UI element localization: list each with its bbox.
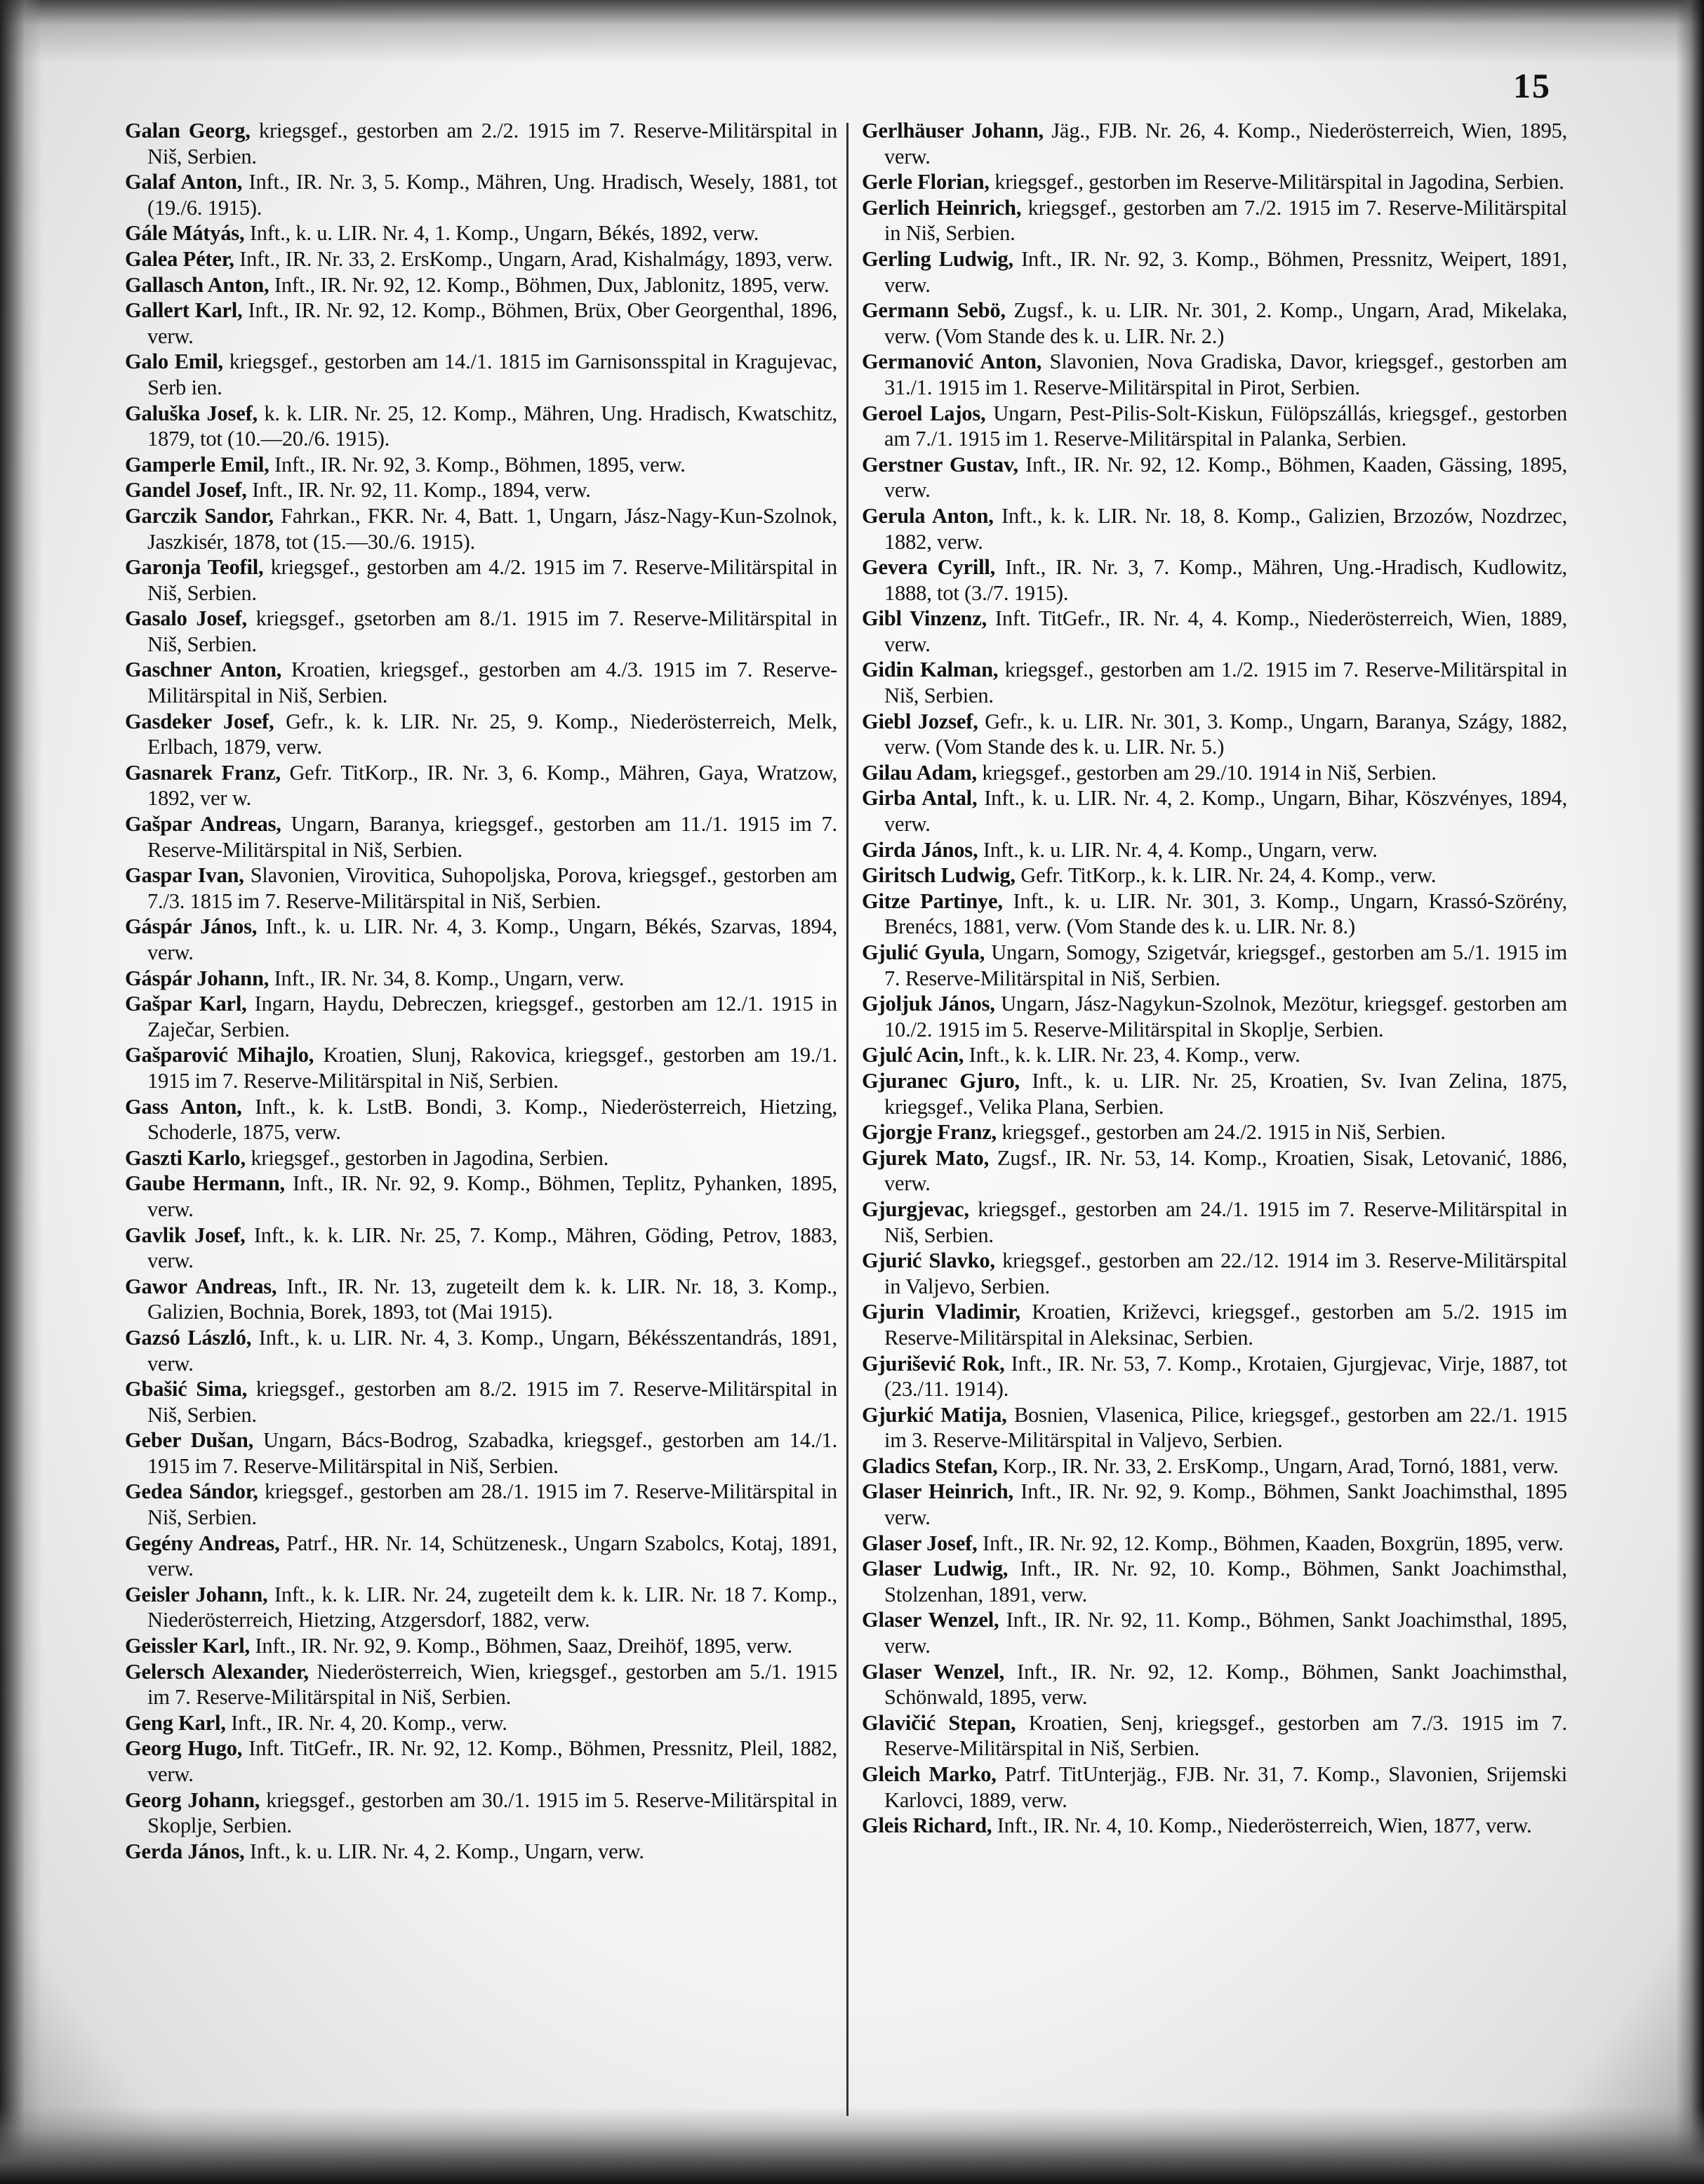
entry-name: Georg Johann, [125,1787,260,1812]
register-entry [862,1068,1567,1119]
page-shadow-right [1676,0,1704,2184]
entry-name: Gass Anton, [125,1094,242,1119]
entry-details: kriegsgef., gestorben am 8./2. 1915 im 7. Reserve-Militärspital in Niš, Serbien. [147,1377,837,1427]
entry-name: Galuška Josef, [125,401,258,425]
entry-details: Inft., k. u. LIR. Nr. 4, 3. Komp., Ungarn, Békés, Szarvas, 1894, verw. [147,914,837,964]
entry-details: Inft., IR. Nr. 92, 12. Komp., Böhmen, Sankt Joachimsthal, Schönwald, 1895, verw. [884,1659,1567,1710]
register-entry [862,195,1567,246]
entry-name: Glavičić Stepan, [862,1710,1016,1735]
entry-name: Gjurin Vladimir, [862,1300,1020,1324]
entry-details: Inft., k. k. LIR. Nr. 24, zugeteilt dem k. k. LIR. Nr. 18 7. Komp., Niederösterreich, Hietzing, Atzgersdorf, 1882, verw. [147,1582,837,1632]
entry-name: Giritsch Ludwig, [862,863,1016,888]
entry-name: Gegény Andreas, [125,1531,280,1555]
register-entry [125,991,837,1042]
entry-name: Gasdeker Josef, [125,709,274,733]
entry-details: Inft., IR. Nr. 92, 3. Komp., Böhmen, Pressnitz, Weipert, 1891, verw. [884,246,1567,297]
entry-details: Inft., IR. Nr. 92, 9. Komp., Böhmen, Teplitz, Pyhanken, 1895, verw. [147,1171,837,1221]
register-entry [125,1633,837,1659]
entry-details: Inft., IR. Nr. 92, 12. Komp., Böhmen, Kaaden, Gässing, 1895, verw. [884,452,1567,502]
entry-details: Gefr., k. u. LIR. Nr. 301, 3. Komp., Ungarn, Baranya, Szágy, 1882, verw. (Vom Stande des k. u. LIR. Nr. 5.) [884,709,1567,759]
entry-name: Gaszti Karlo, [125,1145,246,1170]
register-entry [862,503,1567,554]
entry-name: Gále Mátyás, [125,221,245,246]
entry-details: Zugsf., k. u. LIR. Nr. 301, 2. Komp., Ungarn, Arad, Mikelaka, verw. (Vom Stande des k. u. LIR. Nr. 2.) [884,298,1567,348]
entry-name: Glaser Ludwig, [862,1557,1009,1581]
entry-name: Gallert Karl, [125,298,243,323]
entry-details: Inft. TitGefr., IR. Nr. 92, 12. Komp., Böhmen, Pressnitz, Pleil, 1882, verw. [147,1736,837,1786]
entry-details: Inft., k. u. LIR. Nr. 4, 1. Komp., Ungarn, Békés, 1892, verw. [249,221,759,246]
entry-name: Geng Karl, [125,1710,226,1735]
entry-name: Gerstner Gustav, [862,452,1018,477]
entry-name: Gašpar Andreas, [125,812,281,837]
register-entry [125,1582,837,1633]
entry-name: Gidin Kalman, [862,658,999,682]
entry-name: Glaser Heinrich, [862,1479,1013,1504]
register-entry [125,1094,837,1145]
register-entry [862,940,1567,991]
register-entry [125,709,837,760]
entry-details: Ungarn, Jász-Nagykun-Szolnok, Mezötur, kriegsgef. gestorben am 10./2. 1915 im 5. Reserve-Militärspital in Skoplje, Serbien. [884,992,1567,1041]
register-entry [125,606,837,657]
entry-name: Gjuranec Gjuro, [862,1068,1020,1093]
entry-details: Inft., k. k. LIR. Nr. 18, 8. Komp., Galizien, Brzozów, Nozdrzec, 1882, verw. [884,503,1567,554]
right-column [862,118,1567,2146]
entry-details: Slavonien, Virovitica, Suhopoljska, Porova, kriegsgef., gestorben am 7./3. 1815 im 7. Reserve-Militärspital in Niš, Serbien. [147,863,837,913]
register-entry [125,272,837,298]
entry-details: Inft., IR. Nr. 92, 3. Komp., Böhmen, 1895, verw. [274,452,686,477]
entry-details: Jäg., FJB. Nr. 26, 4. Komp., Niederösterreich, Wien, 1895, verw. [884,119,1567,168]
entry-details: Ungarn, Pest-Pilis-Solt-Kiskun, Fülöpszállás, kriegsgef., gestorben am 7./1. 1915 im 1. Reserve-Militärspital in Palanka, Serbien. [884,401,1567,451]
entry-name: Girba Antal, [862,786,978,811]
entry-details: Ingarn, Haydu, Debreczen, kriegsgef., gestorben am 12./1. 1915 in Zaječar, Serbien. [147,992,837,1041]
entry-name: Gamperle Emil, [125,452,269,477]
register-entry [125,1376,837,1427]
register-entry [862,1119,1567,1145]
entry-details: Gefr. TitKorp., k. k. LIR. Nr. 24, 4. Komp., verw. [1020,863,1437,888]
register-entry [125,503,837,554]
register-entry [862,298,1567,349]
entry-details: Inft. TitGefr., IR. Nr. 4, 4. Komp., Niederösterreich, Wien, 1889, verw. [884,606,1567,656]
entry-details: Inft., IR. Nr. 53, 7. Komp., Krotaien, Gjurgjevac, Virje, 1887, tot (23./11. 1914). [884,1351,1567,1401]
entry-details: Patrf. TitUnterjäg., FJB. Nr. 31, 7. Komp., Slavonien, Srijemski Karlovci, 1889, verw. [884,1762,1567,1812]
entry-name: Garonja Teofil, [125,555,264,580]
entry-details: Inft., k. k. LIR. Nr. 23, 4. Komp., verw. [969,1043,1300,1067]
register-entry [862,1248,1567,1299]
entry-details: kriegsgef., gestorben im Reserve-Militärspital in Jagodina, Serbien. [994,170,1564,194]
entry-details: Slavonien, Nova Gradiska, Davor, kriegsgef., gestorben am 31./1. 1915 im 1. Reserve-Militärspital in Pirot, Serbien. [884,349,1567,399]
entry-details: Inft., IR. Nr. 92, 12. Komp., Böhmen, Brüx, Ober Georgenthal, 1896, verw. [147,298,837,348]
entry-name: Geber Dušan, [125,1428,254,1453]
register-entry [125,1479,837,1530]
entry-details: Inft., k. k. LstB. Bondi, 3. Komp., Niederösterreich, Hietzing, Schoderle, 1875, verw. [147,1094,837,1145]
register-entry [862,1402,1567,1453]
entry-details: kriegsgef., gestorben am 1./2. 1915 im 7. Reserve-Militärspital in Niš, Serbien. [884,658,1567,708]
entry-name: Georg Hugo, [125,1736,243,1761]
entry-details: Inft., IR. Nr. 3, 7. Komp., Mähren, Ung.-Hradisch, Kudlowitz, 1888, tot (3./7. 1915). [884,555,1567,605]
entry-details: Gefr., k. k. LIR. Nr. 25, 9. Komp., Niederösterreich, Melk, Erlbach, 1879, verw. [147,709,837,759]
entry-name: Gibl Vinzenz, [862,606,987,631]
register-entry [862,1479,1567,1530]
register-entry [125,1531,837,1582]
entry-name: Geisler Johann, [125,1582,268,1606]
entry-details: Bosnien, Vlasenica, Pilice, kriegsgef., gestorben am 22./1. 1915 im 3. Reserve-Militärspital in Valjevo, Serbien. [884,1402,1567,1453]
entry-name: Gleis Richard, [862,1813,992,1838]
entry-details: Patrf., HR. Nr. 14, Schützenesk., Ungarn Szabolcs, Kotaj, 1891, verw. [147,1531,837,1581]
entry-name: Gladics Stefan, [862,1453,998,1478]
entry-name: Germann Sebö, [862,298,1006,323]
register-entry [862,1299,1567,1350]
register-entry [125,1710,837,1736]
entry-details: Inft., IR. Nr. 92, 11. Komp., 1894, verw. [252,478,591,502]
entry-name: Gjurgjevac, [862,1197,969,1221]
left-column [125,118,837,2146]
entry-details: kriegsgef., gestorben am 24./1. 1915 im 7. Reserve-Militärspital in Niš, Serbien. [884,1197,1567,1247]
register-entry [862,1351,1567,1402]
entry-name: Gjurkić Matija, [862,1402,1007,1427]
entry-name: Girda János, [862,837,978,862]
entry-details: Inft., IR. Nr. 4, 10. Komp., Niederösterreich, Wien, 1877, verw. [997,1813,1532,1838]
register-entry [862,1453,1567,1479]
register-entry [862,1607,1567,1658]
entry-name: Gelersch Alexander, [125,1659,309,1684]
entry-details: kriegsgef., gestorben am 24./2. 1915 in Niš, Serbien. [1001,1120,1446,1145]
entry-details: Inft., k. u. LIR. Nr. 4, 2. Komp., Ungarn, Bihar, Köszvényes, 1894, verw. [884,786,1567,837]
entry-name: Gjoljuk János, [862,992,995,1016]
entry-name: Gasalo Josef, [125,606,247,631]
entry-details: kriegsgef., gestorben am 28./1. 1915 im 7. Reserve-Militärspital in Niš, Serbien. [147,1479,837,1530]
register-entry [125,452,837,478]
register-entry [862,1531,1567,1557]
entry-details: Kroatien, kriegsgef., gestorben am 4./3. 1915 im 7. Reserve-Militärspital in Niš, Serbien. [147,658,837,708]
entry-details: kriegsgef., gestorben am 4./2. 1915 im 7. Reserve-Militärspital in Niš, Serbien. [147,555,837,605]
entry-details: Kroatien, Slunj, Rakovica, kriegsgef., gestorben am 19./1. 1915 im 7. Reserve-Militärspital in Niš, Serbien. [147,1043,837,1093]
entry-details: Ungarn, Somogy, Szigetvár, kriegsgef., gestorben am 5./1. 1915 im 7. Reserve-Militärspital in Niš, Serbien. [884,940,1567,990]
register-entry [125,477,837,503]
register-entry [125,811,837,863]
entry-name: Galaf Anton, [125,170,243,194]
entry-details: kriegsgef., gestorben am 29./10. 1914 in Niš, Serbien. [982,760,1437,785]
entry-details: kriegsgef., gestorben am 14./1. 1815 im Garnisonsspital in Kragujevac, Serb ien. [147,349,837,399]
entry-details: Inft., IR. Nr. 3, 5. Komp., Mähren, Ung. Hradisch, Wesely, 1881, tot (19./6. 1915). [147,170,837,220]
register-entry [862,837,1567,863]
entry-name: Galo Emil, [125,349,223,374]
entry-details: Inft., IR. Nr. 92, 12. Komp., Böhmen, Kaaden, Boxgrün, 1895, verw. [983,1531,1564,1555]
entry-name: Garczik Sandor, [125,503,274,528]
entry-details: Inft., k. u. LIR. Nr. 301, 3. Komp., Ungarn, Krassó-Szörény, Brenécs, 1881, verw. (Vom Stande des k. u. LIR. Nr. 8.) [884,888,1567,939]
register-entry [125,1171,837,1222]
entry-name: Gerlhäuser Johann, [862,119,1044,142]
entry-details: Ungarn, Bács-Bodrog, Szabadka, kriegsgef., gestorben am 14./1. 1915 im 7. Reserve-Militärspital in Niš, Serbien. [147,1428,837,1478]
entry-name: Germanović Anton, [862,349,1042,374]
register-entry [862,606,1567,657]
entry-name: Galea Péter, [125,246,234,271]
register-entry [862,785,1567,837]
register-entry [125,349,837,400]
entry-details: Kroatien, Senj, kriegsgef., gestorben am 7./3. 1915 im 7. Reserve-Militärspital in Niš, Serbien. [884,1710,1567,1761]
entry-name: Gawor Andreas, [125,1274,277,1298]
entry-details: Inft., k. u. LIR. Nr. 4, 2. Komp., Ungarn, verw. [249,1839,644,1863]
entry-name: Gašpar Karl, [125,992,247,1016]
entry-name: Gandel Josef, [125,478,247,502]
register-entry [125,1145,837,1171]
entry-details: Inft., IR. Nr. 92, 10. Komp., Böhmen, Sankt Joachimsthal, Stolzenhan, 1891, verw. [884,1557,1567,1606]
entry-name: Geissler Karl, [125,1634,250,1658]
entry-name: Gáspár János, [125,914,258,939]
register-entry [125,1223,837,1274]
entry-name: Gaube Hermann, [125,1171,285,1196]
entry-details: Inft., IR. Nr. 4, 20. Komp., verw. [231,1710,507,1735]
entry-details: Kroatien, Križevci, kriegsgef., gestorben am 5./2. 1915 im Reserve-Militärspital in Aleksinac, Serbien. [884,1300,1567,1350]
entry-details: kriegsgef., gsetorben am 8./1. 1915 im 7. Reserve-Militärspital in Niš, Serbien. [147,606,837,656]
register-entry [125,1427,837,1479]
register-entry [125,657,837,708]
entry-name: Gjurek Mato, [862,1145,990,1170]
entry-name: Gjurišević Rok, [862,1351,1005,1376]
entry-name: Gjulć Acin, [862,1043,964,1067]
column-divider [846,123,848,2116]
register-entry [862,349,1567,400]
register-entry [862,1556,1567,1607]
entry-name: Gerlich Heinrich, [862,195,1022,220]
entry-name: Galan Georg, [125,119,251,142]
entry-details: Zugsf., IR. Nr. 53, 14. Komp., Kroatien, Sisak, Letovanić, 1886, verw. [884,1145,1567,1196]
register-entry [125,1325,837,1376]
entry-name: Geroel Lajos, [862,401,986,425]
register-entry [125,1736,837,1787]
entry-details: Inft., k. k. LIR. Nr. 25, 7. Komp., Mähren, Göding, Petrov, 1883, verw. [147,1223,837,1273]
entry-name: Glaser Wenzel, [862,1659,1005,1684]
register-entry [125,298,837,349]
register-entry [125,401,837,452]
entry-details: Inft., k. u. LIR. Nr. 4, 3. Komp., Ungarn, Békésszentandrás, 1891, verw. [147,1325,837,1376]
register-entry [125,1042,837,1093]
register-entry [862,1145,1567,1197]
entry-details: Inft., IR. Nr. 92, 9. Komp., Böhmen, Saaz, Dreihöf, 1895, verw. [255,1634,792,1658]
register-entry [862,1197,1567,1248]
entry-details: Inft., k. u. LIR. Nr. 25, Kroatien, Sv. Ivan Zelina, 1875, kriegsgef., Velika Plana, Serbien. [884,1068,1567,1119]
register-entry [862,657,1567,708]
entry-name: Glaser Wenzel, [862,1608,999,1632]
register-entry [125,914,837,965]
entry-details: Fahrkan., FKR. Nr. 4, Batt. 1, Ungarn, Jász-Nagy-Kun-Szolnok, Jaszkisér, 1878, tot (15.—30./6. 1915). [147,503,837,554]
entry-name: Gjorgje Franz, [862,1120,997,1145]
entry-details: kriegsgef., gestorben am 30./1. 1915 im 5. Reserve-Militärspital in Skoplje, Serbien. [147,1787,837,1838]
entry-details: Inft., IR. Nr. 92, 11. Komp., Böhmen, Sankt Joachimsthal, 1895, verw. [884,1608,1567,1658]
register-entry [125,246,837,272]
register-entry [125,118,837,169]
register-entry [862,1042,1567,1068]
register-entry [125,1274,837,1325]
entry-name: Gazsó László, [125,1325,252,1350]
entry-details: Inft., IR. Nr. 13, zugeteilt dem k. k. LIR. Nr. 18, 3. Komp., Galizien, Bochnia, Borek, 1893, tot (Mai 1915). [147,1274,837,1324]
entry-details: Inft., IR. Nr. 92, 12. Komp., Böhmen, Dux, Jablonitz, 1895, verw. [274,272,830,297]
entry-details: kriegsgef., gestorben am 22./12. 1914 im 3. Reserve-Militärspital in Valjevo, Serbien. [884,1249,1567,1298]
entry-details: Inft., IR. Nr. 33, 2. ErsKomp., Ungarn, Arad, Kishalmágy, 1893, verw. [239,246,833,271]
entry-details: kriegsgef., gestorben in Jagodina, Serbien. [251,1145,609,1170]
page-number: 15 [1513,66,1551,105]
entry-name: Gáspár Johann, [125,966,269,990]
register-entry [125,760,837,811]
entry-name: Gevera Cyrill, [862,555,996,580]
register-entry [862,118,1567,169]
register-entry [862,401,1567,452]
entry-details: Gefr. TitKorp., IR. Nr. 3, 6. Komp., Mähren, Gaya, Wratzow, 1892, ver w. [147,760,837,811]
entry-details: Inft., IR. Nr. 92, 9. Komp., Böhmen, Sankt Joachimsthal, 1895 verw. [884,1479,1567,1530]
register-entry [862,709,1567,760]
entry-name: Giebl Jozsef, [862,709,978,733]
entry-name: Gerda János, [125,1839,245,1863]
entry-details: Niederösterreich, Wien, kriegsgef., gestorben am 5./1. 1915 im 7. Reserve-Militärspital in Niš, Serbien. [147,1659,837,1710]
entry-name: Gleich Marko, [862,1762,997,1786]
register-entry [862,863,1567,888]
register-entry [862,888,1567,940]
entry-details: Ungarn, Baranya, kriegsgef., gestorben am 11./1. 1915 im 7. Reserve-Militärspital in Niš, Serbien. [147,812,837,862]
register-entry [125,1839,837,1865]
entry-details: Inft., IR. Nr. 34, 8. Komp., Ungarn, verw. [274,966,625,990]
register-entry [125,966,837,992]
entry-details: kriegsgef., gestorben am 7./2. 1915 im 7. Reserve-Militärspital in Niš, Serbien. [884,195,1567,246]
entry-details: kriegsgef., gestorben am 2./2. 1915 im 7. Reserve-Militärspital in Niš, Serbien. [147,119,837,168]
entry-details: k. k. LIR. Nr. 25, 12. Komp., Mähren, Ung. Hradisch, Kwatschitz, 1879, tot (10.—20./6. 1915). [147,401,837,451]
entry-name: Gašparović Mihajlo, [125,1043,314,1067]
register-entry [862,169,1567,195]
entry-name: Gitze Partinye, [862,888,1003,913]
page-shadow-top [0,0,1704,63]
entry-name: Gasnarek Franz, [125,760,281,785]
entry-name: Gjurić Slavko, [862,1249,995,1273]
entry-name: Gaspar Ivan, [125,863,244,888]
entry-name: Gerling Ludwig, [862,246,1013,271]
register-entry [862,246,1567,298]
entry-name: Gerle Florian, [862,170,990,194]
register-entry [862,1659,1567,1710]
register-entry [125,1659,837,1710]
entry-name: Gilau Adam, [862,760,977,785]
entry-name: Gedea Sándor, [125,1479,258,1504]
register-entry [125,169,837,220]
register-entry [862,1710,1567,1762]
entry-name: Glaser Josef, [862,1531,978,1555]
register-entry [862,1813,1567,1839]
entry-name: Gjulić Gyula, [862,940,985,964]
register-entry [125,554,837,606]
entry-name: Gerula Anton, [862,503,994,528]
entry-name: Gbašić Sima, [125,1377,248,1401]
entry-name: Gallasch Anton, [125,272,269,297]
register-entry [862,760,1567,786]
page-shadow-left [0,0,42,2184]
register-entry [125,863,837,914]
register-entry [862,991,1567,1042]
register-entry [862,1762,1567,1813]
entry-details: Korp., IR. Nr. 33, 2. ErsKomp., Ungarn, Arad, Tornó, 1881, verw. [1003,1453,1559,1478]
entry-name: Gavlik Josef, [125,1223,246,1247]
register-entry [862,452,1567,503]
register-entry [125,220,837,246]
register-entry [862,554,1567,606]
entry-name: Gaschner Anton, [125,658,282,682]
register-entry [125,1787,837,1839]
entry-details: Inft., k. u. LIR. Nr. 4, 4. Komp., Ungarn, verw. [983,837,1378,862]
